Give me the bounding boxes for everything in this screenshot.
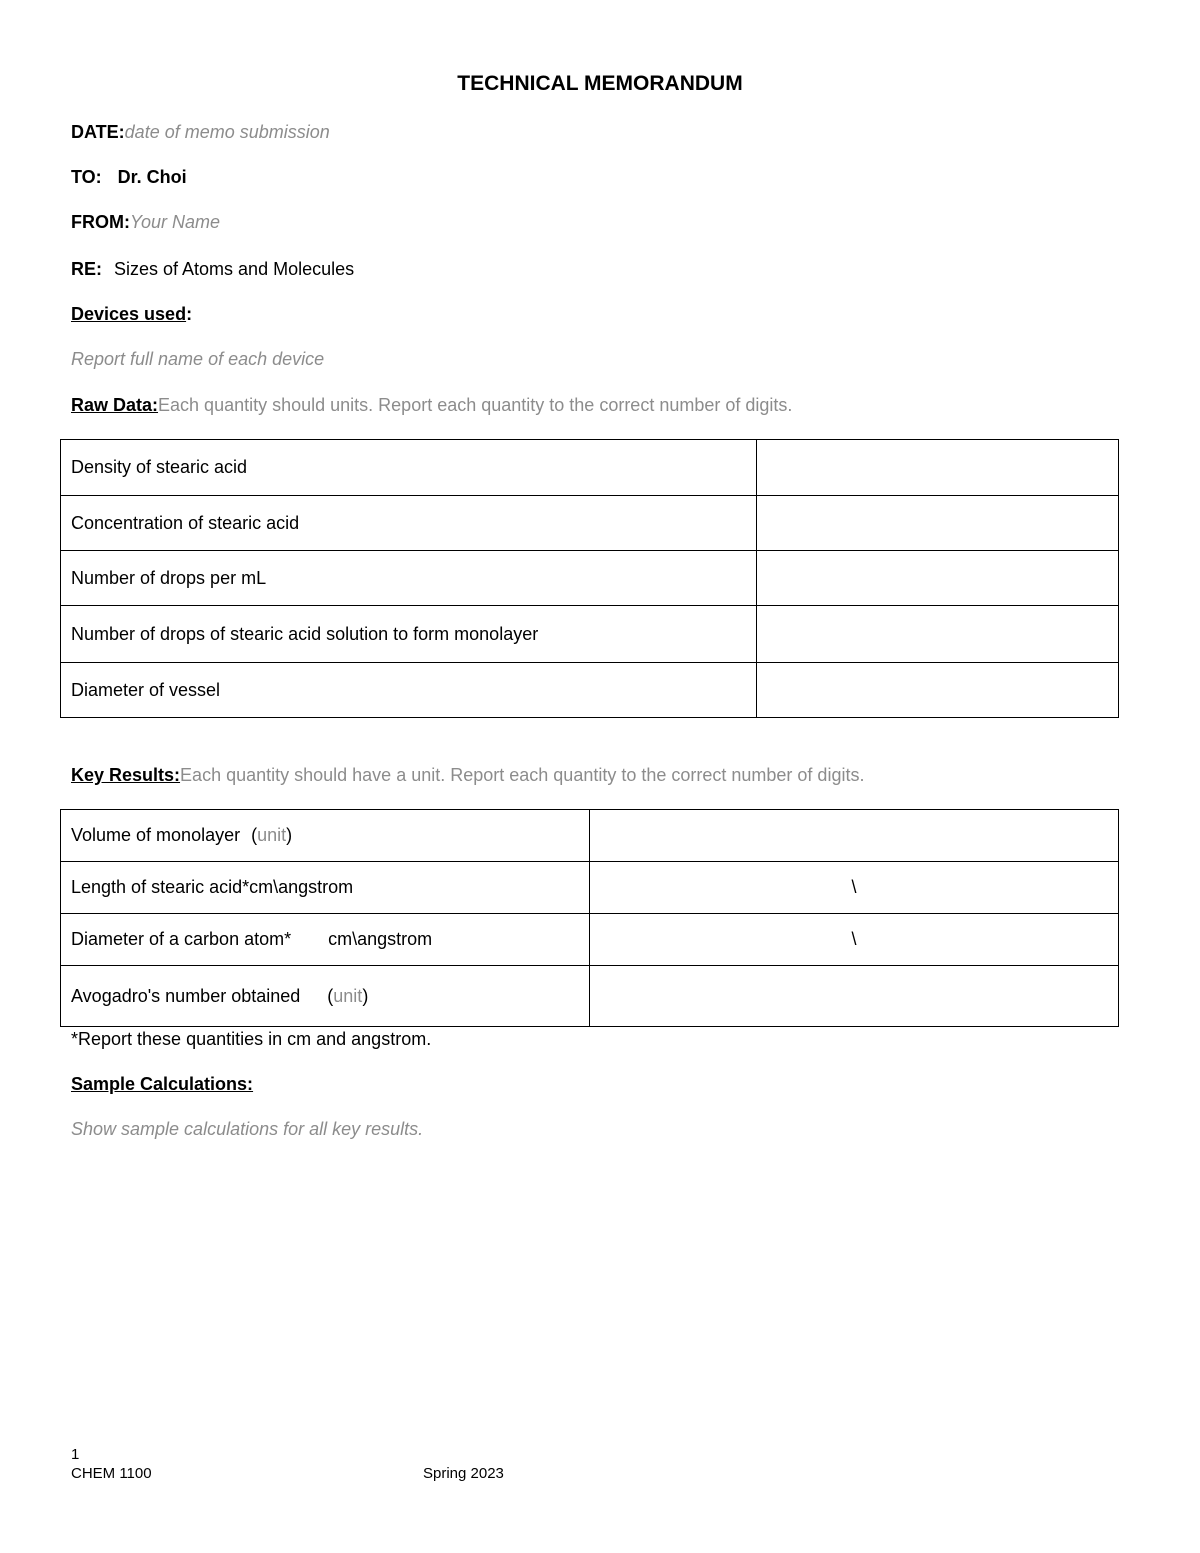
sample-calculations-heading: Sample Calculations: (71, 1074, 254, 1094)
page-title: TECHNICAL MEMORANDUM (457, 72, 743, 95)
unit-open-paren: ( (327, 985, 334, 1006)
to-value: Dr. Choi (117, 167, 187, 187)
key-result-value-cell[interactable]: \ (590, 914, 1119, 966)
page-number: 1 (71, 1446, 80, 1463)
from-line (71, 212, 220, 233)
raw-data-heading: Raw Data: (71, 395, 159, 415)
to-label: TO: (71, 167, 102, 187)
date-value[interactable]: date of memo submission (124, 122, 330, 142)
raw-data-label: Number of drops of stearic acid solution to form monolayer (61, 606, 757, 663)
table-row (61, 551, 1119, 606)
table-row (61, 606, 1119, 663)
sample-calculations-heading-line (71, 1074, 253, 1095)
table-row (61, 914, 1119, 966)
devices-instruction-text: Report full name of each device (71, 349, 325, 369)
key-result-label-text: Avogadro's number obtained (71, 985, 301, 1006)
to-line (71, 167, 187, 188)
unit-placeholder: unit (333, 985, 363, 1006)
key-results-heading: Key Results: (71, 765, 181, 785)
devices-instruction[interactable] (71, 349, 324, 370)
raw-data-value-cell[interactable] (757, 551, 1119, 606)
unit-placeholder: unit (257, 825, 287, 845)
re-value: Sizes of Atoms and Molecules (114, 259, 355, 279)
sample-calculations-instruction-text: Show sample calculations for all key results. (71, 1119, 424, 1139)
raw-data-table (60, 439, 1119, 718)
table-row (61, 663, 1119, 718)
raw-data-value-cell[interactable] (757, 440, 1119, 496)
date-line (71, 122, 330, 143)
raw-data-heading-line (71, 395, 792, 416)
raw-data-label: Density of stearic acid (61, 440, 757, 496)
table-row (61, 810, 1119, 862)
from-label: FROM: (71, 212, 130, 232)
key-result-label (61, 862, 590, 914)
raw-data-label: Concentration of stearic acid (61, 496, 757, 551)
key-result-value-cell[interactable] (590, 810, 1119, 862)
re-line (71, 259, 354, 280)
table-row (61, 966, 1119, 1027)
key-result-value-cell[interactable] (590, 966, 1119, 1027)
devices-heading-line (71, 304, 192, 325)
key-results-instruction: Each quantity should have a unit. Report each quantity to the correct number of digits. (180, 765, 865, 785)
key-result-label-text: Volume of monolayer (71, 825, 241, 845)
key-result-unit-text: cm\angstrom (328, 929, 433, 949)
from-value[interactable]: Your Name (129, 212, 221, 232)
table-row (61, 862, 1119, 914)
key-result-label (61, 914, 590, 966)
raw-data-value-cell[interactable] (757, 496, 1119, 551)
footer-term: Spring 2023 (423, 1465, 504, 1482)
key-result-value-cell[interactable]: \ (590, 862, 1119, 914)
key-result-unit-text: cm\angstrom (249, 877, 354, 897)
key-results-heading-line (71, 765, 864, 786)
raw-data-value-cell[interactable] (757, 663, 1119, 718)
key-result-label-text: Length of stearic acid* (71, 877, 250, 897)
key-result-label (61, 966, 590, 1027)
unit-close-paren: ) (362, 985, 369, 1006)
table-row (61, 440, 1119, 496)
raw-data-instruction: Each quantity should units. Report each quantity to the correct number of digits. (158, 395, 793, 415)
devices-heading: Devices used (71, 304, 187, 324)
key-result-label (61, 810, 590, 862)
unit-close-paren: ) (286, 825, 293, 845)
footer-course: CHEM 1100 (71, 1465, 152, 1482)
raw-data-label: Number of drops per mL (61, 551, 757, 606)
table-row (61, 496, 1119, 551)
devices-colon: : (186, 304, 193, 324)
key-result-label-text: Diameter of a carbon atom* (71, 929, 292, 949)
re-label: RE: (71, 259, 102, 279)
key-results-footnote: *Report these quantities in cm and angstrom. (71, 1029, 432, 1049)
sample-calculations-instruction[interactable] (71, 1119, 423, 1140)
key-results-table (60, 809, 1119, 1027)
unit-open-paren: ( (251, 825, 258, 845)
raw-data-value-cell[interactable] (757, 606, 1119, 663)
raw-data-label: Diameter of vessel (61, 663, 757, 718)
date-label: DATE: (71, 122, 125, 142)
